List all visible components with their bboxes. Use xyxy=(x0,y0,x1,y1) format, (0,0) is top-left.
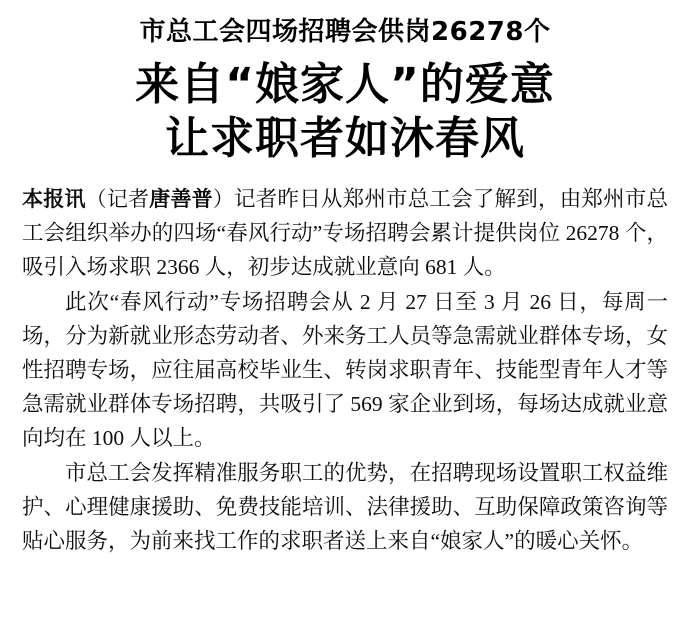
article-kicker: 市总工会四场招聘会供岗26278个 xyxy=(139,17,551,47)
article-paragraph-1 xyxy=(22,183,668,285)
headline-line-1: 来自“娘家人”的爱意 xyxy=(135,58,555,110)
article-headline xyxy=(22,58,668,165)
byline-suffix: ） xyxy=(212,187,235,212)
byline-prefix: （记者 xyxy=(85,187,150,212)
byline-reporter-name: 唐善普 xyxy=(149,187,213,212)
article-paragraph-2: 此次“春风行动”专场招聘会从 2 月 27 日至 3 月 26 日，每周一场，分为新就业形态劳动者、外来务工人员等急需就业群体专场，女性招聘专场，应往届高校毕业生、转岗求职青年、技能型青年人才等急需就业群体专场招聘，共吸引了 569 家企业到场，每场达成就业意向均在 100 人以上。 xyxy=(22,290,668,451)
headline-line-2: 让求职者如沐春风 xyxy=(165,112,525,164)
article-paragraph-3: 市总工会发挥精准服务职工的优势，在招聘现场设置职工权益维护、心理健康援助、免费技能培训、法律援助、互助保障政策咨询等贴心服务，为前来找工作的求职者送上来自“娘家人”的暖心关怀。 xyxy=(22,460,668,553)
paragraph-1-text: 记者昨日从郑州市总工会了解到，由郑州市总工会组织举办的四场“春风行动”专场招聘会累计提供岗位 26278 个，吸引入场求职 2366 人，初步达成就业意向 681 人。 xyxy=(22,187,669,280)
lead-label: 本报讯 xyxy=(22,187,86,212)
article-body xyxy=(22,183,668,559)
